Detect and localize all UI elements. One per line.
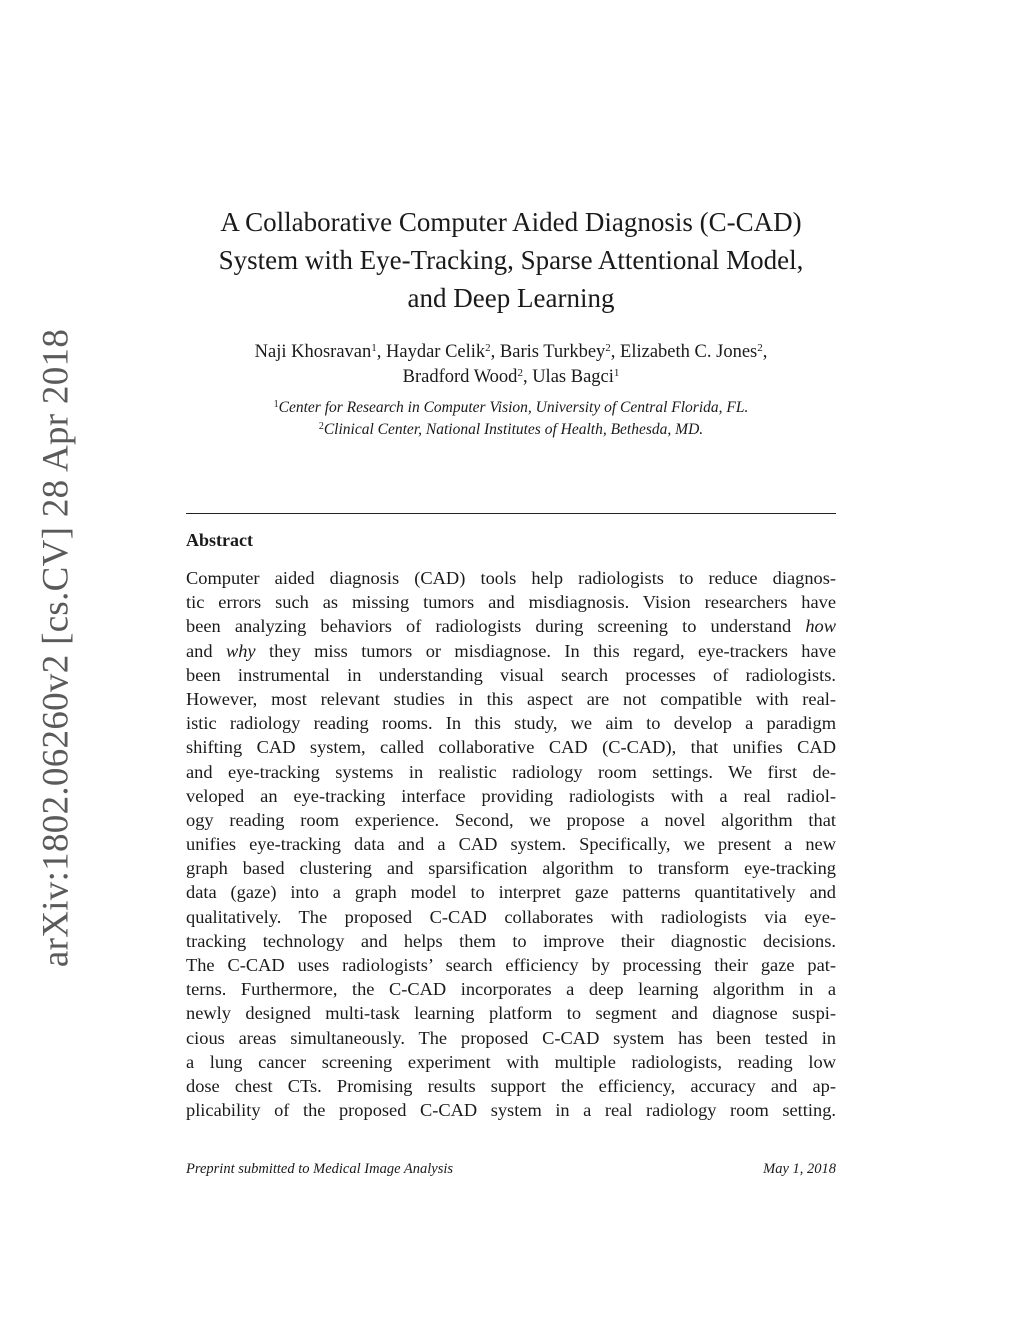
abstract-line: The C-CAD uses radiologists’ search efficiency by processing their gaze pat- [186, 955, 836, 975]
abstract-line: However, most relevant studies in this aspect are not compatible with real- [186, 688, 836, 709]
author-name: Haydar Celik [386, 342, 486, 362]
author-separator: , [522, 367, 533, 387]
abstract-line: cious areas simultaneously. The proposed C-CAD system has been tested in [186, 1027, 836, 1048]
abstract-line: been instrumental in understanding visual search processes of radiologists. [186, 664, 836, 685]
abstract-line: unifies eye-tracking data and a CAD system. Specifically, we present a new [186, 834, 836, 855]
affiliation-text: Center for Research in Computer Vision, University of Central Florida, FL. [278, 399, 749, 416]
affiliation-number: 1 [273, 399, 279, 410]
author-name: Baris Turkbey [499, 342, 606, 362]
author-affiliation-mark: 2 [517, 367, 523, 379]
preprint-date: May 1, 2018 [763, 1161, 836, 1177]
title-line: A Collaborative Computer Aided Diagnosis (C-CAD) [220, 207, 802, 237]
abstract-line: newly designed multi-task learning platform to segment and diagnose suspi- [186, 1003, 836, 1024]
affiliation-text: Clinical Center, National Institutes of Health, Bethesda, MD. [323, 421, 704, 438]
affiliation [186, 419, 836, 441]
title-line: and Deep Learning [407, 283, 615, 313]
abstract-line: dose chest CTs. Promising results support the efficiency, accuracy and ap- [186, 1075, 836, 1096]
abstract-line: data (gaze) into a graph model to interpret gaze patterns quantitatively and [186, 882, 836, 903]
abstract-line: qualitatively. The proposed C-CAD collaborates with radiologists via eye- [186, 906, 836, 927]
author-name: Ulas Bagci [532, 367, 614, 387]
abstract-line: Computer aided diagnosis (CAD) tools help radiologists to reduce diagnos- [186, 568, 836, 588]
abstract-line [186, 614, 836, 638]
author-separator: , [610, 342, 621, 362]
author-line [186, 365, 836, 390]
author-affiliation-mark: 2 [485, 342, 491, 354]
author-separator: , [376, 342, 387, 362]
abstract-line: tracking technology and helps them to improve their diagnostic decisions. [186, 930, 836, 951]
abstract-line: veloped an eye-tracking interface providing radiologists with a real radiol- [186, 785, 836, 806]
arxiv-identifier: arXiv:1802.06260v2 [cs.CV] 28 Apr 2018 [35, 328, 77, 968]
paper-title [186, 203, 836, 317]
abstract-body [186, 566, 836, 1122]
author-name: Elizabeth C. Jones [620, 342, 758, 362]
abstract-line-text: they miss tumors or misdiagnose. In this regard, eye-trackers have [255, 640, 837, 661]
abstract-line: terns. Furthermore, the C-CAD incorporates a deep learning algorithm in a [186, 979, 836, 1000]
abstract-line: and eye-tracking systems in realistic radiology room settings. We first de- [186, 761, 836, 782]
author-affiliation-mark: 2 [605, 342, 611, 354]
affiliation-number: 2 [318, 421, 324, 432]
author-line [186, 340, 836, 365]
author-separator: , [490, 342, 500, 362]
abstract-line: istic radiology reading rooms. In this study, we aim to develop a paradigm [186, 713, 836, 734]
emphasis-why: why [225, 640, 256, 661]
author-separator: , [762, 342, 768, 362]
horizontal-rule [186, 513, 836, 514]
abstract-line: shifting CAD system, called collaborative CAD (C-CAD), that unifies CAD [186, 737, 836, 758]
author-affiliation-mark: 1 [613, 367, 620, 379]
author-list [186, 340, 836, 390]
author-name: Naji Khosravan [254, 342, 372, 362]
title-line: System with Eye-Tracking, Sparse Attentional Model, [218, 245, 804, 275]
abstract-heading: Abstract [186, 530, 253, 550]
preprint-note: Preprint submitted to Medical Image Analysis [186, 1161, 454, 1177]
author-affiliation-mark: 2 [757, 342, 763, 354]
author-name: Bradford Wood [402, 367, 518, 387]
abstract-line-text: and [186, 640, 226, 661]
abstract-line: plicability of the proposed C-CAD system in a real radiology room setting. [186, 1100, 836, 1121]
abstract-line: graph based clustering and sparsification algorithm to transform eye-tracking [186, 858, 836, 879]
abstract-line: tic errors such as missing tumors and misdiagnosis. Vision researchers have [186, 592, 836, 613]
emphasis-how: how [805, 616, 836, 637]
author-affiliation-mark: 1 [371, 342, 377, 354]
abstract-line [186, 639, 836, 663]
abstract-line: ogy reading room experience. Second, we propose a novel algorithm that [186, 809, 836, 830]
abstract-line: a lung cancer screening experiment with multiple radiologists, reading low [186, 1051, 836, 1072]
abstract-line-text: been analyzing behaviors of radiologists during screening to understand [186, 616, 806, 637]
affiliation [186, 397, 836, 419]
affiliation-list [186, 397, 836, 441]
